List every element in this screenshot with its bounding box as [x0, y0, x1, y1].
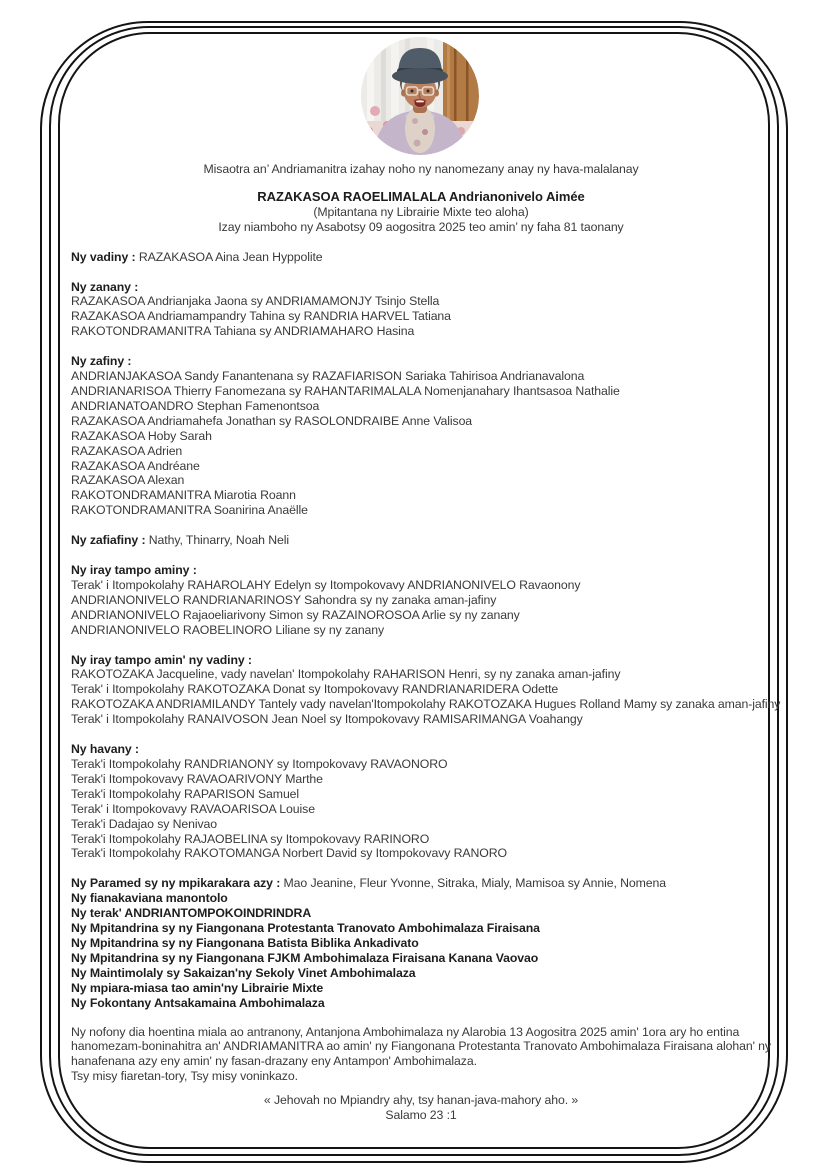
family-member-line: RAZAKASOA Andréane — [71, 458, 200, 473]
verse-quote: « Jehovah no Mpiandry ahy, tsy hanan-java-mahory aho. » — [263, 1093, 579, 1108]
family-member-line: RAKOTONDRAMANITRA Soanirina Anaëlle — [71, 503, 308, 518]
portrait-photo-illustration — [361, 37, 479, 155]
family-section — [71, 280, 771, 340]
acknowledgement-line: Ny Mpitandrina sy ny Fiangonana Protestanta Tranovato Ambohimalaza Firaisana — [71, 921, 540, 936]
funeral-paragraph: Ny nofony dia hoentina miala ao antranony, Antanjona Ambohimalaza ny Alarobia 13 Aogositra 2025 amin' 1ora ary ho entina hanomezam-boninahitra an' ANDRIAMANITRA ao amin' ny Fiangonana Protestanta Tranovato Ambohimalaza Firaisana alohan' ny hanafenana azy eny amin' ny fasan-drazany eny Antampon' Ambohimalaza. — [71, 1024, 771, 1069]
family-member-line: Terak' i Itompokolahy RANAIVOSON Jean Noel sy Itompokovavy RAMISARIMANGA Voahangy — [71, 712, 583, 727]
acknowledgement-line: Ny terak' ANDRIANTOMPOKOINDRINDRA — [71, 906, 312, 921]
portrait-photo — [361, 37, 479, 155]
family-member-line: ANDRIANONIVELO RAOBELINORO Liliane sy ny zanany — [71, 622, 385, 637]
section-heading — [71, 563, 771, 578]
section-label: Ny iray tampo aminy : — [71, 563, 197, 578]
family-member-line: ANDRIANARISOA Thierry Fanomezana sy RAHANTARIMALALA Nomenjanahary Ihantsasoa Nathalie — [71, 383, 620, 398]
family-section — [71, 563, 771, 638]
section-heading — [71, 742, 771, 757]
acknowledgement-line: Ny fianakaviana manontolo — [71, 891, 228, 906]
family-section — [71, 652, 781, 728]
verse-section — [71, 1093, 771, 1123]
section-label: Ny zafiny : — [71, 354, 132, 369]
section-label: Ny havany : — [71, 742, 139, 757]
acknowledgement-line: Ny Mpitandrina sy ny Fiangonana FJKM Ambohimalaza Firaisana Kanana Vaovao — [71, 950, 539, 965]
acknowledgement-lines — [71, 891, 771, 1010]
section-heading — [71, 250, 771, 265]
family-member-line: RAKOTONDRAMANITRA Miarotia Roann — [71, 488, 296, 503]
section-inline-value: RAZAKASOA Aina Jean Hyppolite — [138, 249, 323, 264]
family-member-line: RAKOTOZAKA ANDRIAMILANDY Tantely vady navelan'Itompokolahy RAKOTOZAKA Hugues Rolland Mamy sy zanaka aman-jafiny — [71, 697, 781, 712]
acknowledgements-section — [71, 876, 771, 1010]
family-member-line: RAZAKASOA Andriamampandry Tahina sy RANDRIA HARVEL Tatiana — [71, 309, 451, 324]
section-heading — [71, 653, 771, 668]
family-member-line: Terak'i Itompokolahy RAJAOBELINA sy Itompokovavy RARINORO — [71, 831, 430, 846]
paramed-line — [71, 876, 771, 891]
obituary-content — [71, 162, 781, 1123]
section-label: Ny zafiafiny : — [71, 533, 146, 548]
acknowledgement-line: Ny mpiara-miasa tao amin'ny Librairie Mixte — [71, 980, 324, 995]
family-member-line: RAZAKASOA Andriamahefa Jonathan sy RASOLONDRAIBE Anne Valisoa — [71, 413, 473, 428]
funeral-section — [71, 1025, 771, 1085]
paramed-value: Mao Jeanine, Fleur Yvonne, Sitraka, Mialy, Mamisoa sy Annie, Nomena — [283, 876, 666, 891]
family-member-line: Terak' i Itompokovavy RAVAOARISOA Louise — [71, 801, 315, 816]
family-member-line: RAZAKASOA Alexan — [71, 473, 185, 488]
section-heading — [71, 280, 771, 295]
passing-line: Izay niamboho ny Asabotsy 09 aogositra 2025 teo amin’ ny faha 81 taonany — [218, 219, 624, 234]
section-label: Ny iray tampo amin' ny vadiny : — [71, 652, 252, 667]
family-member-line: Terak'i Itompokovavy RAVAOARIVONY Marthe — [71, 771, 323, 786]
acknowledgement-line: Ny Mpitandrina sy ny Fiangonana Batista Biblika Ankadivato — [71, 935, 419, 950]
section-inline-value: Nathy, Thinarry, Noah Neli — [148, 533, 290, 548]
deceased-name: RAZAKASOA RAOELIMALALA Andrianonivelo Aimée — [257, 188, 585, 204]
funeral-note: Tsy misy fiaretan-tory, Tsy misy voninkazo. — [71, 1069, 298, 1084]
family-section — [71, 742, 771, 861]
family-member-line: RAZAKASOA Andrianjaka Jaona sy ANDRIAMAMONJY Tsinjo Stella — [71, 294, 440, 309]
family-member-line: Terak' i Itompokolahy RAKOTOZAKA Donat sy Itompokovavy RANDRIANARIDERA Odette — [71, 682, 559, 697]
family-member-line: Terak'i Itompokolahy RANDRIANONY sy Itompokovavy RAVAONORO — [71, 757, 448, 771]
section-label: Ny zanany : — [71, 279, 139, 294]
family-member-line: ANDRIANONIVELO RANDRIANARINOSY Sahondra sy ny zanaka aman-jafiny — [71, 592, 497, 607]
family-member-line: RAKOTOZAKA Jacqueline, vady navelan' Itompokolahy RAHARISON Henri, sy ny zanaka aman-jafiny — [71, 667, 621, 682]
verse-reference: Salamo 23 :1 — [385, 1108, 457, 1123]
paramed-label: Ny Paramed sy ny mpikarakara azy : — [71, 876, 281, 891]
section-heading — [71, 533, 771, 548]
deceased-name-block — [71, 190, 771, 220]
deceased-role: (Mpitantana ny Librairie Mixte teo aloha) — [313, 204, 529, 219]
family-member-line: RAZAKASOA Adrien — [71, 443, 183, 458]
family-sections — [71, 249, 781, 862]
family-section — [71, 533, 771, 548]
thanks-line: Misaotra an’ Andriamanitra izahay noho ny nanomezany anay ny hava-malalanay — [203, 162, 639, 176]
section-heading — [71, 354, 771, 369]
family-member-line: Terak'i Itompokolahy RAKOTOMANGA Norbert David sy Itompokovavy RANORO — [71, 846, 507, 861]
family-member-line: RAZAKASOA Hoby Sarah — [71, 428, 212, 443]
family-member-line: ANDRIANATOANDRO Stephan Famenontsoa — [71, 398, 320, 413]
family-section — [71, 250, 771, 265]
family-section — [71, 354, 771, 518]
family-member-line: Terak'i Dadajao sy Nenivao — [71, 816, 218, 831]
family-member-line: Terak' i Itompokolahy RAHAROLAHY Edelyn sy Itompokovavy ANDRIANONIVELO Ravaonony — [71, 577, 581, 592]
family-member-line: Terak'i Itompokolahy RAPARISON Samuel — [71, 786, 300, 801]
acknowledgement-line: Ny Maintimolaly sy Sakaizan'ny Sekoly Vinet Ambohimalaza — [71, 965, 416, 980]
family-member-line: RAKOTONDRAMANITRA Tahiana sy ANDRIAMAHARO Hasina — [71, 324, 415, 339]
acknowledgement-line: Ny Fokontany Antsakamaina Ambohimalaza — [71, 995, 325, 1010]
family-member-line: ANDRIANJAKASOA Sandy Fanantenana sy RAZAFIARISON Sariaka Tahirisoa Andrianavalona — [71, 369, 585, 384]
family-member-line: ANDRIANONIVELO Rajaoeliarivony Simon sy RAZAINOROSOA Arlie sy ny zanany — [71, 607, 520, 622]
section-label: Ny vadiny : — [71, 249, 136, 264]
